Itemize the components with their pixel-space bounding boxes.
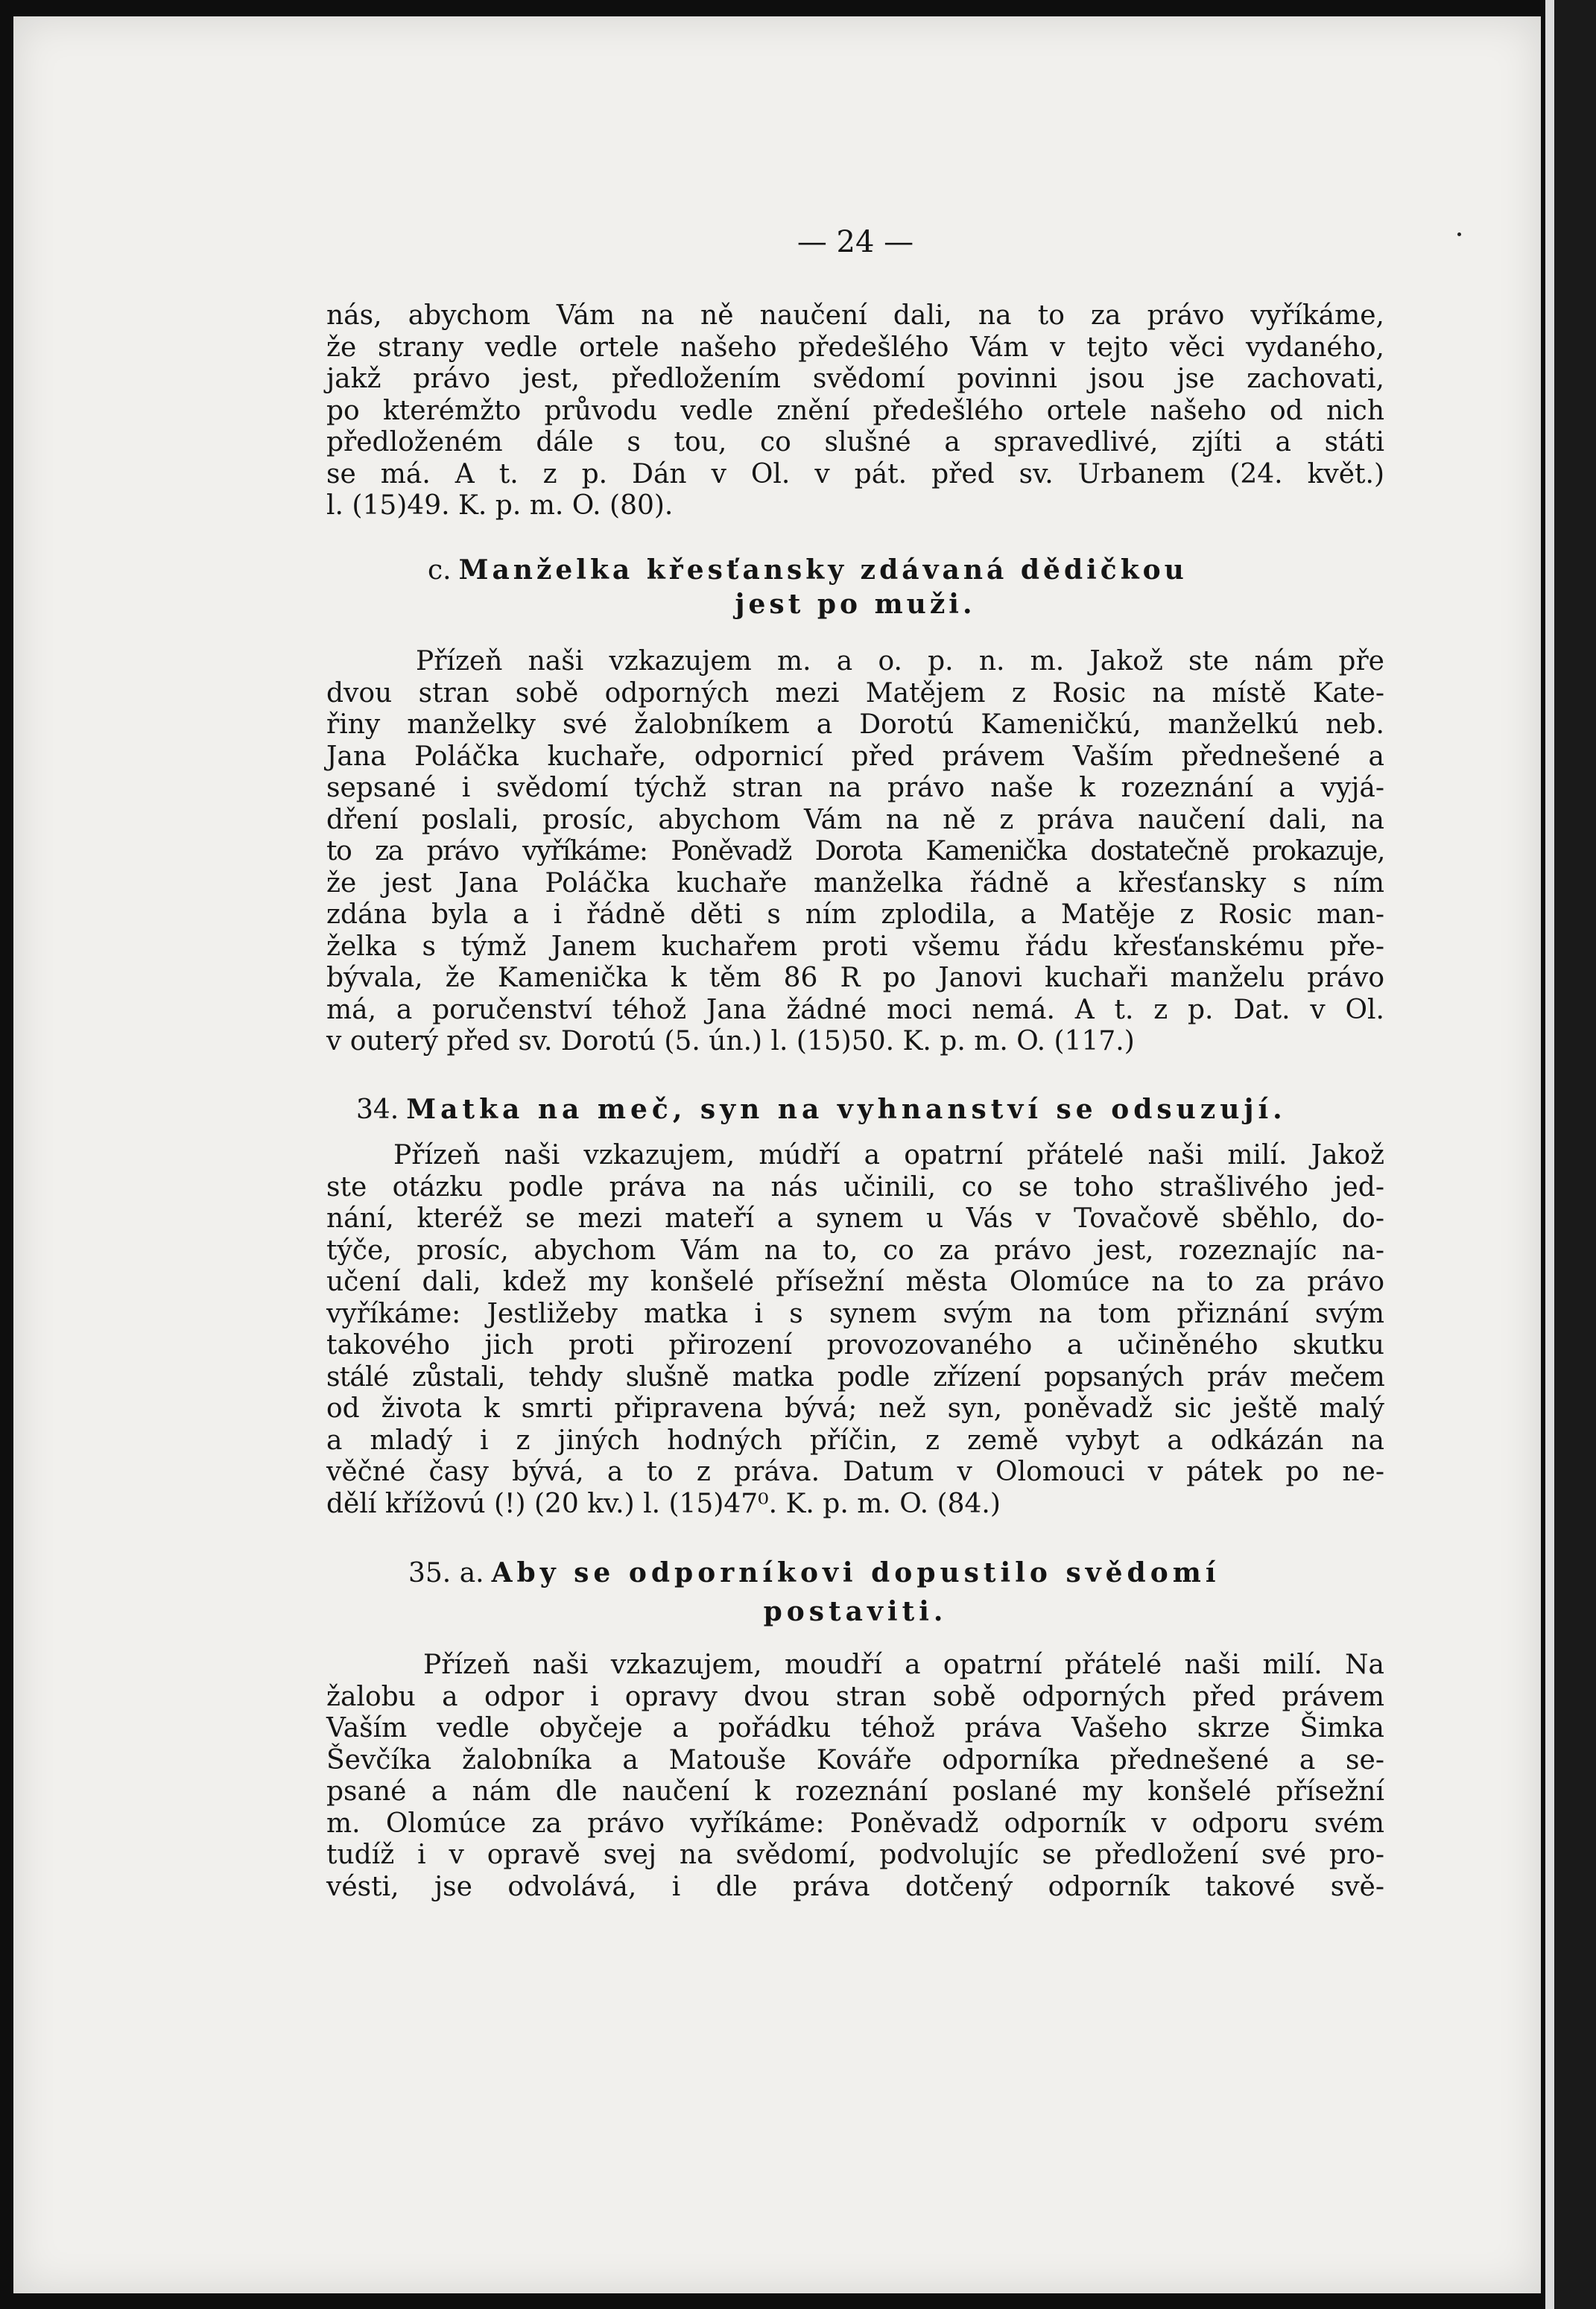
text-line: vésti, jse odvolává, i dle práva dotčený odporník takové svě-: [326, 1871, 1384, 1902]
text-line: tudíž i v opravě svej na svědomí, podvolujíc se předložení své pro-: [326, 1840, 1384, 1870]
scan-border: [1554, 0, 1596, 2309]
text-line: to za právo vyříkáme: Poněvadž Dorota Kamenička dostatečně prokazuje,: [326, 836, 1384, 867]
text-line: Vaším vedle obyčeje a pořádku téhož práva Vašeho skrze Šimka: [326, 1713, 1384, 1743]
text-line: v outerý před sv. Dorotú (5. ún.) l. (15)50. K. p. m. O. (117.): [326, 1026, 1135, 1057]
section-number: 34.: [356, 1095, 399, 1125]
text-line: takového jich proti přirození provozovaného a učiněného skutku: [326, 1330, 1384, 1361]
text-line: dělí křížovú (!) (20 kv.) l. (15)47⁰. K. p. m. O. (84.): [326, 1488, 1001, 1519]
section-heading-continuation: jest po muži.: [735, 589, 976, 620]
text-line: má, a poručenství téhož Jana žádné moci nemá. A t. z p. Dat. v Ol.: [326, 994, 1384, 1025]
text-line: předloženém dále s tou, co slušné a spravedlivé, zjíti a státi: [326, 427, 1384, 457]
text-line: nás, abychom Vám na ně naučení dali, na to za právo vyříkáme,: [326, 300, 1384, 331]
section-number: c.: [428, 555, 452, 586]
text-line: ste otázku podle práva na nás učinili, co se toho strašlivého jed-: [326, 1171, 1384, 1203]
section-title: Manželka křesťansky zdávaná dědičkou: [458, 554, 1188, 586]
text-line: týče, prosíc, abychom Vám na to, co za právo jest, rozeznajíc na-: [326, 1235, 1384, 1266]
text-line: že jest Jana Poláčka kuchaře manželka řádně a křesťansky s ním: [326, 867, 1384, 899]
text-line: jakž právo jest, předložením svědomí povinni jsou jse zachovati,: [326, 364, 1384, 394]
dust-speck: [1457, 232, 1461, 236]
section-heading-continuation: postaviti.: [763, 1596, 948, 1627]
section-number: 35. a.: [408, 1558, 484, 1589]
text-line: l. (15)49. K. p. m. O. (80).: [326, 490, 674, 521]
text-line: dvou stran sobě odporných mezi Matějem z Rosic na místě Kate-: [326, 677, 1384, 709]
text-line: bývala, že Kamenička k těm 86 R po Janovi kuchaři manželu právo: [326, 963, 1384, 993]
text-line: zdána byla a i řádně děti s ním zplodila, a Matěje z Rosic man-: [326, 899, 1384, 930]
text-line: vyříkáme: Jestližeby matka i s synem svým na tom přiznání svým: [326, 1298, 1384, 1329]
section-heading: [428, 554, 1384, 587]
section-title: Aby se odporníkovi dopustilo svědomí: [491, 1557, 1220, 1589]
text-line: Přízeň naši vzkazujem, moudří a opatrní přátelé naši milí. Na: [423, 1650, 1384, 1680]
text-line: učení dali, kdež my konšelé přísežní města Olomúce na to za právo: [326, 1267, 1384, 1297]
section-title: Matka na meč, syn na vyhnanství se odsuzují.: [406, 1094, 1287, 1125]
text-line: že strany vedle ortele našeho předešlého Vám v tejto věci vydaného,: [326, 332, 1384, 363]
text-line: věčné časy bývá, a to z práva. Datum v Olomouci v pátek po ne-: [326, 1457, 1384, 1487]
scanned-page: [13, 16, 1541, 2293]
text-line: psané a nám dle naučení k rozeznání poslané my konšelé přísežní: [326, 1776, 1384, 1807]
text-line: Ševčíka žalobníka a Matouše Kováře odporníka přednešené a se-: [326, 1744, 1384, 1776]
text-line: sepsané i svědomí týchž stran na právo naše k rozeznání a vyjá-: [326, 773, 1384, 803]
text-line: a mladý i z jiných hodných příčin, z země vybyt a odkázán na: [326, 1425, 1384, 1456]
text-line: řiny manželky své žalobníkem a Dorotú Kameničkú, manželkú neb.: [326, 709, 1384, 740]
text-line: po kterémžto průvodu vedle znění předešlého ortele našeho od nich: [326, 395, 1384, 426]
text-line: m. Olomúce za právo vyříkáme: Poněvadž odporník v odporu svém: [326, 1808, 1384, 1839]
text-line: dření poslali, prosíc, abychom Vám na ně z práva naučení dali, na: [326, 804, 1384, 835]
text-line: želka s týmž Janem kuchařem proti všemu řádu křesťanskému pře-: [326, 931, 1384, 962]
text-line: Přízeň naši vzkazujem, múdří a opatrní přátelé naši milí. Jakož: [393, 1140, 1384, 1171]
text-line: nání, kteréž se mezi mateří a synem u Vás v Tovačově sběhlo, do-: [326, 1203, 1384, 1234]
section-heading: [408, 1557, 1384, 1590]
text-line: Jana Poláčka kuchaře, odpornicí před právem Vaším přednešené a: [326, 741, 1384, 772]
text-line: stálé zůstali, tehdy slušně matka podle zřízení popsaných práv mečem: [326, 1361, 1384, 1393]
text-line: se má. A t. z p. Dán v Ol. v pát. před sv. Urbanem (24. květ.): [326, 458, 1384, 490]
text-line: od života k smrti připravena bývá; než syn, poněvadž sic ještě malý: [326, 1393, 1384, 1424]
text-line: Přízeň naši vzkazujem m. a o. p. n. m. Jakož ste nám pře: [416, 646, 1384, 677]
page-edge-strip: [1545, 0, 1554, 2309]
section-heading: [356, 1094, 1384, 1127]
text-line: žalobu a odpor i opravy dvou stran sobě odporných před právem: [326, 1681, 1384, 1712]
page-number: — 24 —: [797, 225, 914, 259]
